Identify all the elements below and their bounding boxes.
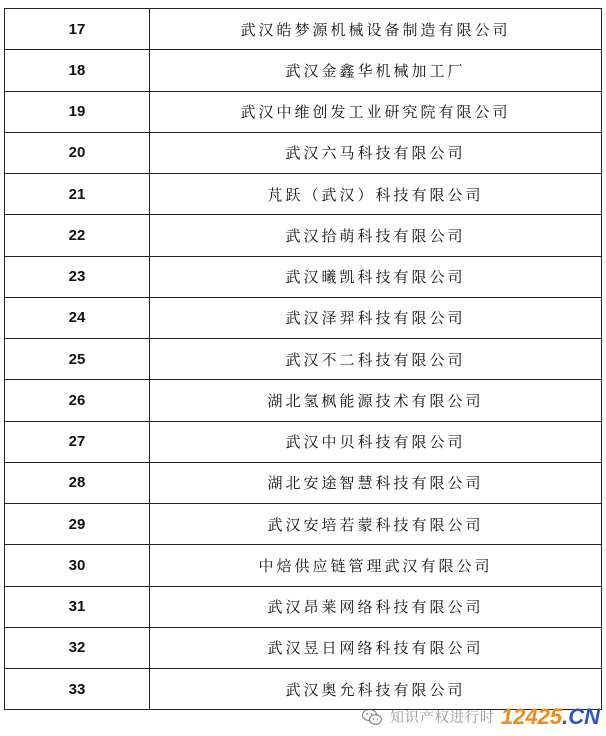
watermark (360, 704, 600, 730)
row-number: 33 (5, 669, 150, 709)
table-row (5, 133, 602, 174)
row-number: 18 (5, 50, 150, 90)
table-row (5, 380, 602, 421)
watermark-logo (501, 704, 600, 730)
row-number: 20 (5, 133, 150, 173)
table-row (5, 587, 602, 628)
table-row (5, 9, 602, 50)
row-number: 27 (5, 422, 150, 462)
logo-number: 12425 (500, 704, 563, 729)
company-name: 武汉泽羿科技有限公司 (150, 298, 602, 338)
table-row (5, 339, 602, 380)
wechat-icon (360, 705, 384, 729)
company-name: 武汉奥允科技有限公司 (150, 669, 602, 709)
row-number: 22 (5, 215, 150, 255)
watermark-text: 知识产权进行时 (389, 710, 495, 726)
row-number: 32 (5, 628, 150, 668)
company-name: 武汉皓梦源机械设备制造有限公司 (150, 9, 602, 49)
table-row (5, 545, 602, 586)
company-name: 中焙供应链管理武汉有限公司 (150, 545, 602, 585)
company-name: 武汉不二科技有限公司 (150, 339, 602, 379)
company-name: 武汉六马科技有限公司 (150, 133, 602, 173)
company-name: 湖北安途智慧科技有限公司 (150, 463, 602, 503)
logo-suffix: .CN (562, 704, 600, 729)
company-name: 湖北氢枫能源技术有限公司 (150, 380, 602, 420)
company-name: 武汉安培若蒙科技有限公司 (150, 504, 602, 544)
row-number: 24 (5, 298, 150, 338)
company-name: 武汉昂莱网络科技有限公司 (150, 587, 602, 627)
company-name: 武汉中维创发工业研究院有限公司 (150, 92, 602, 132)
company-name: 武汉中贝科技有限公司 (150, 422, 602, 462)
row-number: 17 (5, 9, 150, 49)
row-number: 29 (5, 504, 150, 544)
company-name: 武汉曦凯科技有限公司 (150, 257, 602, 297)
company-name: 武汉昱日网络科技有限公司 (150, 628, 602, 668)
row-number: 23 (5, 257, 150, 297)
table-row (5, 298, 602, 339)
table-row (5, 504, 602, 545)
row-number: 25 (5, 339, 150, 379)
table-row (5, 50, 602, 91)
table-row (5, 463, 602, 504)
table-row (5, 422, 602, 463)
company-table (4, 8, 602, 710)
row-number: 21 (5, 174, 150, 214)
company-name: 武汉金鑫华机械加工厂 (150, 50, 602, 90)
row-number: 19 (5, 92, 150, 132)
table-row (5, 92, 602, 133)
table-row (5, 257, 602, 298)
company-name: 武汉拾萌科技有限公司 (150, 215, 602, 255)
row-number: 31 (5, 587, 150, 627)
row-number: 30 (5, 545, 150, 585)
row-number: 26 (5, 380, 150, 420)
table-row (5, 174, 602, 215)
table-row (5, 628, 602, 669)
table-row (5, 215, 602, 256)
company-name: 芃跃（武汉）科技有限公司 (150, 174, 602, 214)
row-number: 28 (5, 463, 150, 503)
